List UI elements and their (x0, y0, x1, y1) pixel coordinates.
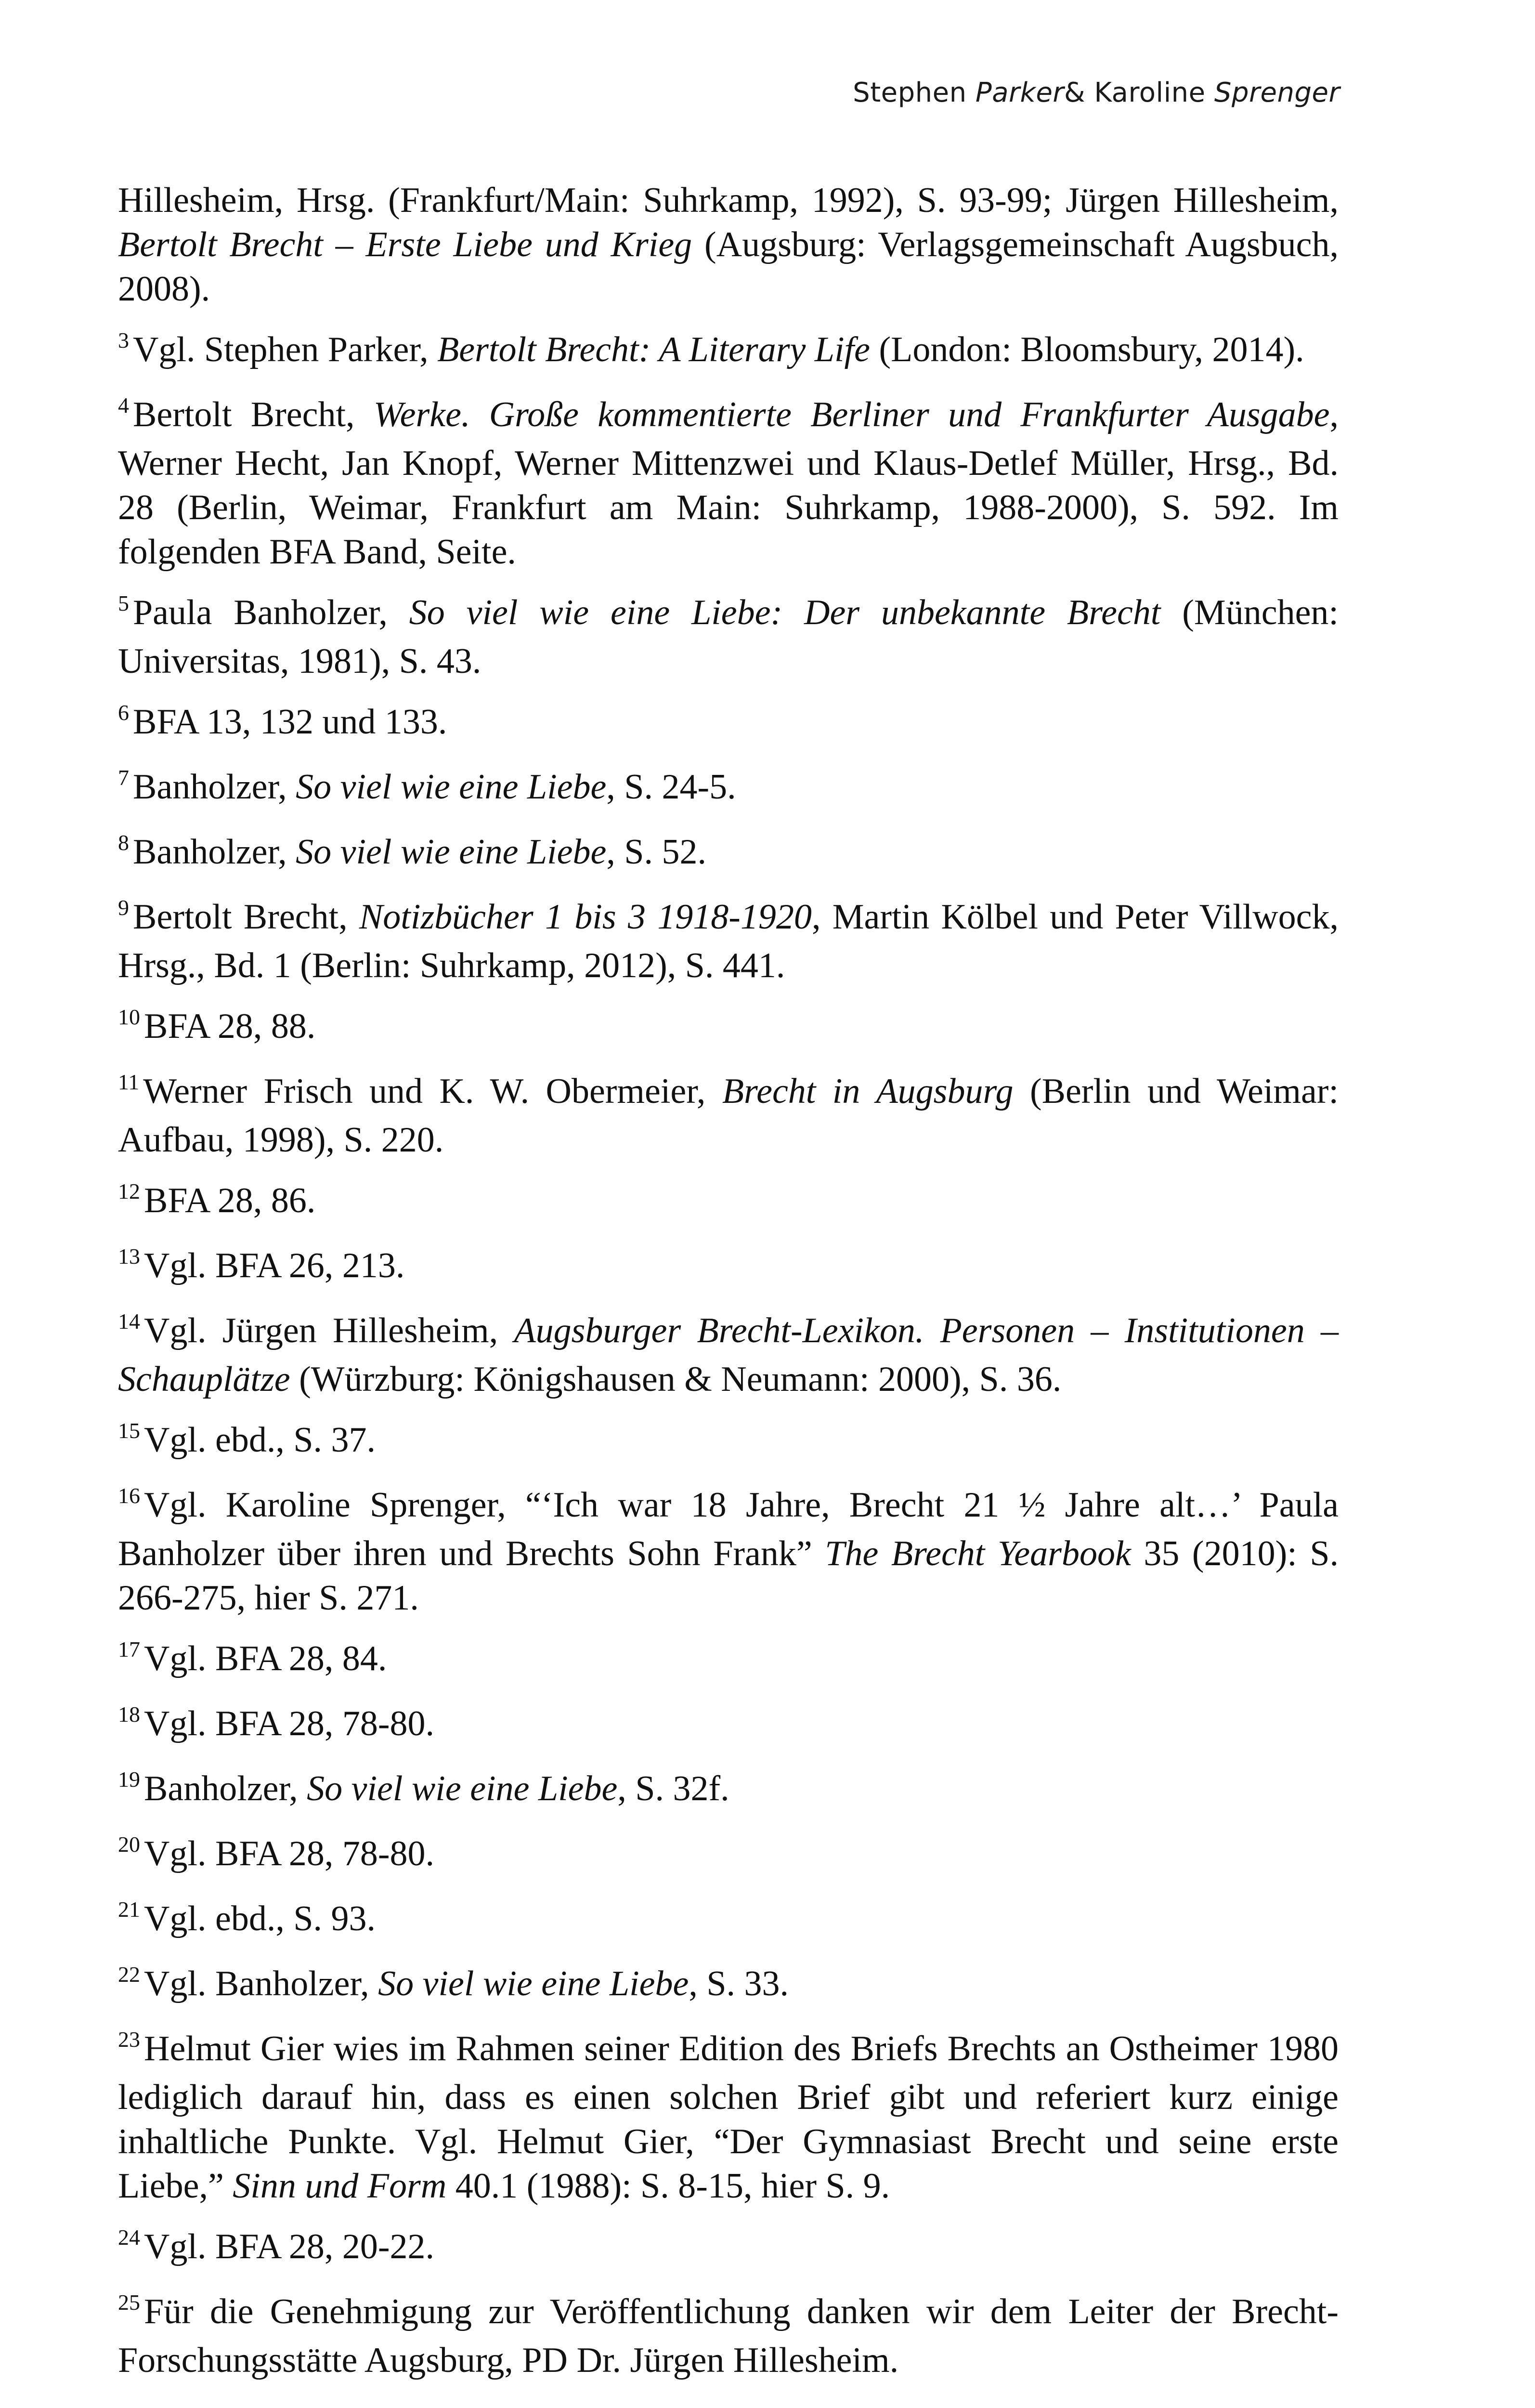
endnote-text: 40.1 (1988): S. 8-15, hier S. 9. (446, 2166, 890, 2206)
endnote-10 (118, 1004, 1339, 1053)
endnote-number: 8 (118, 830, 129, 855)
endnote-text: BFA 13, 132 und 133. (133, 702, 447, 742)
endnote-text: , S. 24-5. (606, 767, 736, 807)
endnote-number: 7 (118, 765, 129, 790)
endnote-number: 21 (118, 1897, 140, 1922)
endnote-title: So viel wie eine Liebe (378, 1964, 689, 2003)
endnote-text: , S. 32f. (617, 1769, 729, 1808)
endnote-text: , S. 52. (606, 832, 707, 872)
endnote-title: Bertolt Brecht – Erste Liebe und Krieg (118, 225, 692, 264)
endnote-12 (118, 1178, 1339, 1227)
running-head (853, 77, 1340, 108)
endnote-3 (118, 327, 1339, 376)
endnote-21 (118, 1897, 1339, 1945)
endnotes-list (118, 178, 1339, 2399)
endnote-number: 13 (118, 1244, 140, 1269)
endnote-text: Banholzer, (133, 767, 296, 807)
endnote-number: 6 (118, 700, 129, 725)
endnote-text: , Martin Kölbel und Peter Villwock, Hrsg., Bd. 1 (Berlin: Suhrkamp, 2012), S. 441. (118, 897, 1339, 985)
endnote-text: Vgl. Karoline Sprenger, “‘Ich war 18 Jahre, Brecht 21 ½ Jahre alt…’ Paula Banholzer über ihren und Brechts Sohn Frank” (118, 1485, 1339, 1573)
endnote-24 (118, 2225, 1339, 2273)
endnote-text: Hillesheim, Hrsg. (Frankfurt/Main: Suhrkamp, 1992), S. 93-99; Jürgen Hillesheim, (118, 181, 1339, 220)
endnote-text: (London: Bloomsbury, 2014). (870, 330, 1304, 369)
endnote-4 (118, 393, 1339, 574)
endnote-text: Für die Genehmigung zur Veröffentlichung danken wir dem Leiter der Brecht-Forschungsstätte Augsburg, PD Dr. Jürgen Hillesheim. (118, 2292, 1339, 2380)
endnote-number: 16 (118, 1483, 140, 1508)
endnote-number: 10 (118, 1005, 140, 1029)
endnote-number: 15 (118, 1418, 140, 1443)
endnote-number: 23 (118, 2027, 140, 2052)
endnote-6 (118, 700, 1339, 748)
endnote-text: Vgl. BFA 28, 20-22. (144, 2227, 435, 2266)
endnote-number: 5 (118, 591, 129, 615)
ampersand: & (1064, 77, 1086, 108)
author1-last-name: Parker (975, 77, 1064, 108)
endnote-7 (118, 765, 1339, 813)
endnote-text: Vgl. Stephen Parker, (133, 330, 438, 369)
endnote-20 (118, 1832, 1339, 1880)
endnote-title: Brecht in Augsburg (722, 1072, 1014, 1111)
endnote-text: Banholzer, (144, 1769, 307, 1808)
endnote-number: 17 (118, 1637, 140, 1662)
endnote-number: 18 (118, 1702, 140, 1727)
endnote-text: , S. 33. (689, 1964, 789, 2003)
endnote-text: Werner Frisch und K. W. Obermeier, (143, 1072, 722, 1111)
endnote-text: Vgl. Jürgen Hillesheim, (144, 1311, 514, 1350)
endnote-text: Bertolt Brecht, (133, 897, 359, 937)
endnote-number: 20 (118, 1832, 140, 1857)
endnote-5 (118, 590, 1339, 683)
endnote-text: Vgl. BFA 28, 84. (144, 1639, 387, 1678)
endnote-number: 4 (118, 393, 129, 418)
endnote-title: Sinn und Form (233, 2166, 447, 2206)
endnote-title: So viel wie eine Liebe (296, 832, 607, 872)
endnote-text: Vgl. BFA 26, 213. (144, 1246, 405, 1285)
endnote-number: 12 (118, 1179, 140, 1204)
endnote-text: Vgl. BFA 28, 78-80. (144, 1834, 435, 1873)
endnote-text: Vgl. ebd., S. 37. (144, 1420, 376, 1460)
endnote-text: Banholzer, (133, 832, 296, 872)
endnote-continued (118, 178, 1339, 311)
endnote-number: 11 (118, 1070, 140, 1094)
endnote-text: 35 (2010): S. 266-275, hier S. 271. (118, 1534, 1339, 1618)
endnote-16 (118, 1483, 1339, 1620)
endnote-title: So viel wie eine Liebe: Der unbekannte Brecht (409, 593, 1161, 632)
endnote-text: BFA 28, 86. (144, 1181, 316, 1220)
endnote-9 (118, 895, 1339, 988)
endnote-15 (118, 1418, 1339, 1466)
endnote-title: Werke. Große kommentierte Berliner und Frankfurter Ausgabe (373, 395, 1330, 434)
endnote-13 (118, 1243, 1339, 1292)
endnote-number: 25 (118, 2290, 140, 2315)
endnote-title: Bertolt Brecht: A Literary Life (437, 330, 870, 369)
author1-first-name: Stephen (853, 77, 967, 108)
endnote-text: , Werner Hecht, Jan Knopf, Werner Mittenzwei und Klaus-Detlef Müller, Hrsg., Bd. 28 (Berlin, Weimar, Frankfurt am Main: Suhrkamp, 1988-2000), S. 592. Im folgenden BFA Band, Seite. (118, 395, 1339, 572)
endnote-title: So viel wie eine Liebe (307, 1769, 618, 1808)
endnote-text: (München: Universitas, 1981), S. 43. (118, 593, 1339, 681)
endnote-text: Helmut Gier wies im Rahmen seiner Edition des Briefs Brechts an Ostheimer 1980 lediglich darauf hin, dass es einen solchen Brief gibt und referiert kurz einige inhaltliche Punkte. Vgl. Helmut Gier, “Der Gymnasiast Brecht und seine erste Liebe,” (118, 2029, 1339, 2206)
endnote-number: 22 (118, 1962, 140, 1987)
endnote-title: So viel wie eine Liebe (296, 767, 607, 807)
endnote-23 (118, 2027, 1339, 2208)
endnote-19 (118, 1767, 1339, 1815)
endnote-number: 3 (118, 328, 129, 353)
endnote-14 (118, 1309, 1339, 1401)
endnote-number: 19 (118, 1767, 140, 1792)
endnote-text: BFA 28, 88. (144, 1007, 316, 1046)
endnote-text: Vgl. BFA 28, 78-80. (144, 1704, 435, 1743)
endnote-22 (118, 1962, 1339, 2010)
endnote-number: 9 (118, 895, 129, 920)
endnote-18 (118, 1701, 1339, 1750)
author2-last-name: Sprenger (1214, 77, 1340, 108)
endnote-25 (118, 2290, 1339, 2382)
endnote-number: 14 (118, 1309, 140, 1334)
endnote-title: Notizbücher 1 bis 3 1918-1920 (359, 897, 812, 937)
author2-first-name: Karoline (1094, 77, 1206, 108)
endnote-text: Paula Banholzer, (133, 593, 409, 632)
endnote-text: Vgl. ebd., S. 93. (144, 1899, 376, 1938)
endnote-text: Vgl. Banholzer, (144, 1964, 378, 2003)
endnote-text: (Berlin und Weimar: Aufbau, 1998), S. 220. (118, 1072, 1339, 1160)
endnote-title: The Brecht Yearbook (825, 1534, 1131, 1573)
endnote-number: 24 (118, 2225, 140, 2250)
endnote-title: Augsburger Brecht-Lexikon. Personen – Institutionen – Schauplätze (118, 1311, 1339, 1399)
endnote-text: Bertolt Brecht, (133, 395, 374, 434)
endnote-8 (118, 830, 1339, 878)
endnote-text: (Augsburg: Verlagsgemeinschaft Augsbuch, 2008). (118, 225, 1339, 309)
endnote-text: (Würzburg: Königshausen & Neumann: 2000), S. 36. (290, 1360, 1062, 1399)
endnote-17 (118, 1636, 1339, 1685)
endnote-11 (118, 1069, 1339, 1162)
